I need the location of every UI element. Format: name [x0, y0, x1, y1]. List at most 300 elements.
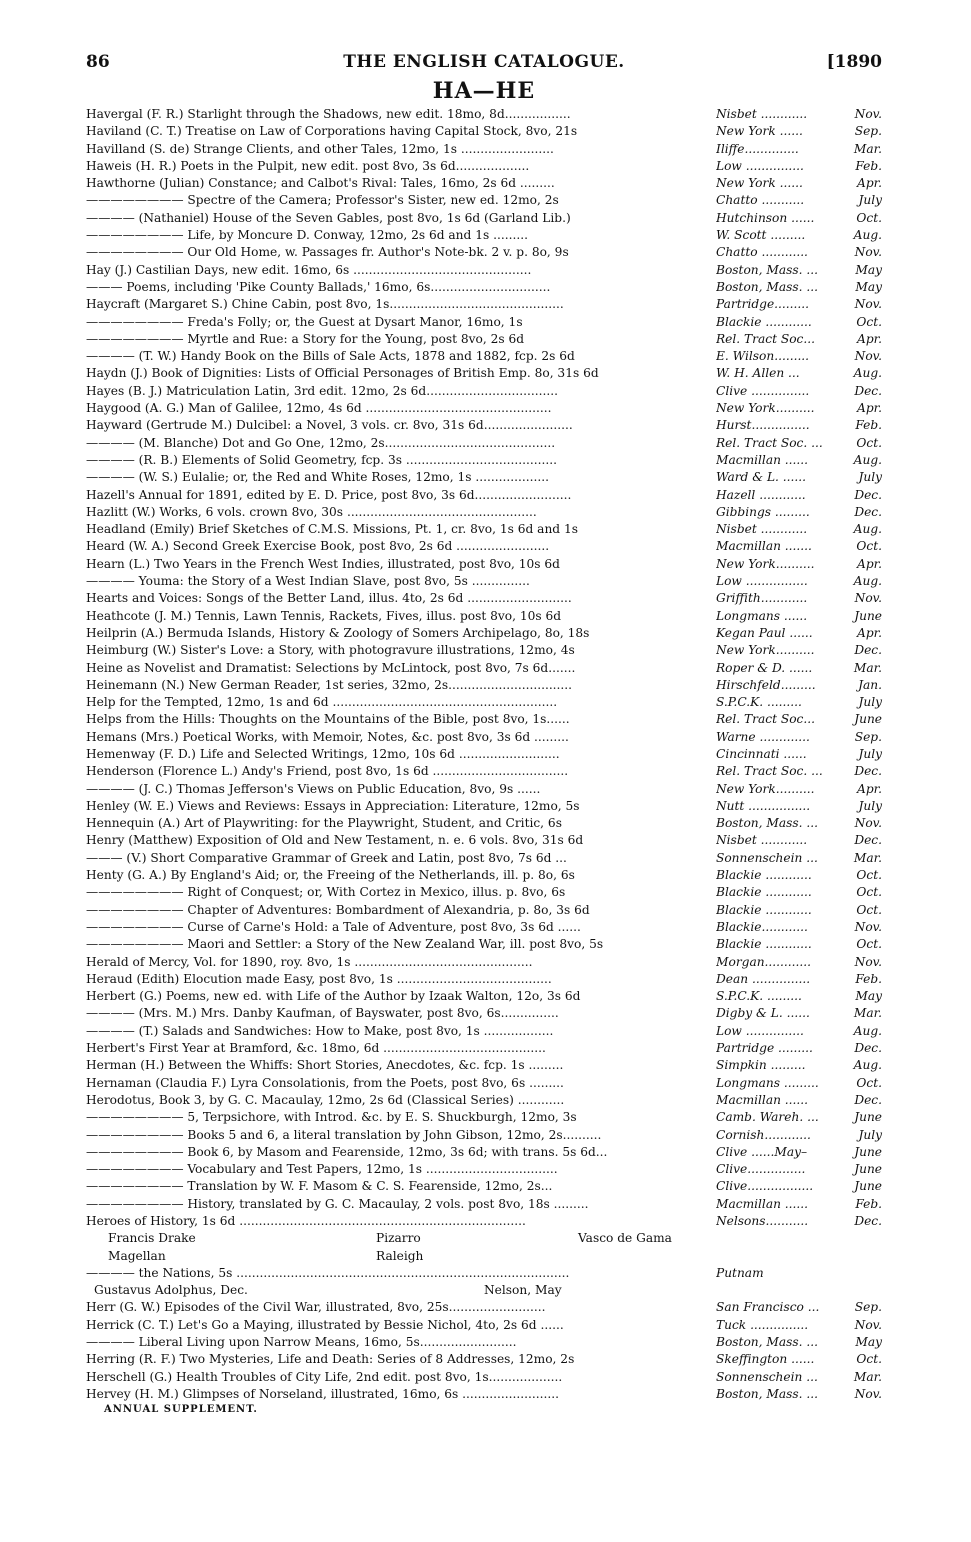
entry-date: Feb. — [855, 971, 882, 986]
entry-date: July — [858, 798, 882, 813]
entry-publisher: S.P.C.K. ......... — [716, 989, 802, 1004]
entry-publisher: Longmans ......... — [716, 1075, 819, 1090]
catalogue-entry — [86, 832, 882, 849]
year-marker: [1890 — [826, 52, 882, 72]
catalogue-entry — [86, 123, 882, 140]
entry-title: Hearts and Voices: Songs of the Better Land, illus. 4to, 2s 6d ........................... — [86, 591, 572, 606]
entry-date: May — [855, 279, 882, 294]
catalogue-entry — [86, 642, 882, 659]
entry-title: ———————— Vocabulary and Test Papers, 12mo, 1s .................................. — [86, 1162, 558, 1177]
entry-title: Heimburg (W.) Sister's Love: a Story, with photogravure illustrations, 12mo, 4s — [86, 643, 575, 658]
catalogue-entry — [86, 781, 882, 798]
entry-publisher: New York.......... — [716, 401, 815, 416]
entry-publisher: Camb. Wareh. ... — [716, 1110, 819, 1125]
entry-date: May — [855, 262, 882, 277]
entry-publisher: Gibbings ......... — [716, 504, 810, 519]
entry-publisher: Clive ............... — [716, 383, 810, 398]
entry-date: Jan. — [858, 677, 882, 692]
entry-date: Aug. — [853, 1023, 882, 1038]
entry-publisher: Clive ......May– — [716, 1144, 808, 1159]
entry-title: Herald of Mercy, Vol. for 1890, roy. 8vo, 1s .............................................. — [86, 954, 533, 969]
series-title: Vasco de Gama — [578, 1231, 672, 1246]
entry-date: Aug. — [853, 574, 882, 589]
entry-title: ———————— History, translated by G. C. Macaulay, 2 vols. post 8vo, 18s ......... — [86, 1196, 589, 1211]
catalogue-entry — [86, 729, 882, 746]
catalogue-title: THE ENGLISH CATALOGUE. — [343, 52, 625, 72]
catalogue-page — [86, 52, 882, 1417]
entry-publisher: Blackie............ — [716, 919, 808, 934]
entry-publisher: Putnam — [716, 1265, 764, 1280]
entry-publisher: Boston, Mass. ... — [716, 279, 819, 294]
entry-title: ———————— Our Old Home, w. Passages fr. Author's Note-bk. 2 v. p. 8o, 9s — [86, 245, 569, 260]
entry-publisher: New York.......... — [716, 781, 815, 796]
entry-title: Hervey (H. M.) Glimpses of Norseland, illustrated, 16mo, 6s ......................... — [86, 1386, 560, 1401]
entry-publisher: New York ...... — [716, 124, 803, 139]
catalogue-entry — [86, 192, 882, 209]
entry-date: Feb. — [855, 158, 882, 173]
entry-date: Oct. — [856, 435, 882, 450]
entry-publisher: S.P.C.K. ......... — [716, 695, 802, 710]
entry-date: Mar. — [853, 660, 882, 675]
entry-publisher: Blackie ............ — [716, 937, 812, 952]
catalogue-entry — [86, 798, 882, 815]
entry-publisher: Low ............... — [716, 158, 804, 173]
catalogue-entry — [86, 746, 882, 763]
entry-publisher: Cincinnati ...... — [716, 746, 807, 761]
catalogue-entry — [86, 625, 882, 642]
catalogue-entry — [86, 1265, 882, 1282]
entry-date: Nov. — [854, 349, 882, 364]
entry-title: ———— Youma: the Story of a West Indian Slave, post 8vo, 5s ............... — [86, 574, 530, 589]
entry-title: Hemenway (F. D.) Life and Selected Writings, 12mo, 10s 6d .......................... — [86, 746, 560, 761]
entry-title: ———— (W. S.) Eulalie; or, the Red and White Roses, 12mo, 1s ................... — [86, 470, 549, 485]
entry-title: Havilland (S. de) Strange Clients, and other Tales, 12mo, 1s ........................ — [86, 141, 554, 156]
catalogue-entry — [86, 1109, 882, 1126]
entry-date: July — [858, 470, 882, 485]
entry-date: Oct. — [856, 937, 882, 952]
entry-title: Herodotus, Book 3, by G. C. Macaulay, 12mo, 2s 6d (Classical Series) ............ — [86, 1092, 565, 1107]
entry-date: June — [854, 1162, 882, 1177]
entry-title: Henley (W. E.) Views and Reviews: Essays in Appreciation: Literature, 12mo, 5s — [86, 798, 580, 813]
catalogue-entry — [86, 1127, 882, 1144]
entry-title: ———————— Curse of Carne's Hold: a Tale of Adventure, post 8vo, 3s 6d ...... — [86, 919, 581, 934]
entry-date: Nov. — [854, 245, 882, 260]
entry-date: Oct. — [856, 868, 882, 883]
catalogue-entry — [86, 1317, 882, 1334]
entry-title: ———————— Chapter of Adventures: Bombardment of Alexandria, p. 8o, 3s 6d — [86, 902, 590, 917]
entry-date: Aug. — [853, 1058, 882, 1073]
entry-publisher: Hirschfeld......... — [716, 677, 816, 692]
entry-date: Mar. — [853, 1006, 882, 1021]
catalogue-entry — [86, 400, 882, 417]
catalogue-entry — [86, 538, 882, 555]
entry-publisher: Morgan............ — [716, 954, 812, 969]
entry-title: Help for the Tempted, 12mo, 1s and 6d .......................................................... — [86, 695, 558, 710]
entry-publisher: Kegan Paul ...... — [716, 625, 813, 640]
entry-title: ———————— Freda's Folly; or, the Guest at Dysart Manor, 16mo, 1s — [86, 314, 523, 329]
page-number: 86 — [86, 52, 110, 72]
catalogue-entry — [86, 158, 882, 175]
entry-date: June — [854, 608, 882, 623]
entry-date: Feb. — [855, 418, 882, 433]
catalogue-entry — [86, 677, 882, 694]
catalogue-entry — [86, 1005, 882, 1022]
entry-publisher: Skeffington ...... — [716, 1352, 815, 1367]
series-publisher: Nelson, May — [484, 1283, 562, 1298]
entry-date: Nov. — [854, 297, 882, 312]
entry-title: ———— (T. W.) Handy Book on the Bills of Sale Acts, 1878 and 1882, fcp. 2s 6d — [86, 349, 575, 364]
entry-title: ———— (Nathaniel) House of the Seven Gables, post 8vo, 1s 6d (Garland Lib.) — [86, 210, 571, 225]
catalogue-entry — [86, 331, 882, 348]
catalogue-entry — [86, 919, 882, 936]
entry-title: Hazlitt (W.) Works, 6 vols. crown 8vo, 30s ................................................. — [86, 504, 537, 519]
catalogue-entry — [86, 850, 882, 867]
entry-date: Nov. — [854, 919, 882, 934]
entry-publisher: W. H. Allen ... — [716, 366, 800, 381]
entry-title: Heard (W. A.) Second Greek Exercise Book, post 8vo, 2s 6d ........................ — [86, 539, 550, 554]
entry-title: Herman (H.) Between the Whiffs: Short Stories, Anecdotes, &c. fcp. 1s ......... — [86, 1058, 564, 1073]
entry-date: Nov. — [854, 816, 882, 831]
entry-title: Herr (G. W.) Episodes of the Civil War, illustrated, 8vo, 25s......................... — [86, 1300, 546, 1315]
catalogue-entry — [86, 417, 882, 434]
entry-publisher: Rel. Tract Soc. ... — [716, 764, 823, 779]
catalogue-entry — [86, 815, 882, 832]
catalogue-entry — [86, 1299, 882, 1316]
catalogue-entry — [86, 954, 882, 971]
entry-date: Mar. — [853, 1369, 882, 1384]
series-title: Gustavus Adolphus, Dec. — [94, 1283, 248, 1298]
entry-title: Hernaman (Claudia F.) Lyra Consolationis, from the Poets, post 8vo, 6s ......... — [86, 1075, 564, 1090]
entry-publisher: New York ...... — [716, 176, 803, 191]
entry-publisher: Dean ............... — [716, 971, 811, 986]
entry-date: Sep. — [854, 729, 882, 744]
entry-publisher: Blackie ............ — [716, 314, 812, 329]
entry-publisher: Macmillan ...... — [716, 1092, 809, 1107]
entry-list — [86, 106, 882, 1230]
entry-date: June — [854, 1110, 882, 1125]
entry-date: Oct. — [856, 314, 882, 329]
entry-publisher: Cornish............ — [716, 1127, 811, 1142]
entry-date: Dec. — [854, 383, 882, 398]
entry-date: Nov. — [854, 954, 882, 969]
heroes-series-row — [86, 1248, 882, 1265]
heroes-series-row — [86, 1230, 882, 1247]
entry-title: ——— Poems, including 'Pike County Ballads,' 16mo, 6s............................... — [86, 279, 551, 294]
entry-date: Oct. — [856, 539, 882, 554]
entry-publisher: Iliffe.............. — [716, 141, 799, 156]
entry-title: ———— (Mrs. M.) Mrs. Danby Kaufman, of Bayswater, post 8vo, 6s............... — [86, 1006, 559, 1021]
catalogue-entry — [86, 988, 882, 1005]
entry-date: Apr. — [857, 401, 882, 416]
entry-title: ———— (R. B.) Elements of Solid Geometry, fcp. 3s ....................................... — [86, 452, 557, 467]
entry-title: Henry (Matthew) Exposition of Old and New Testament, n. e. 6 vols. 8vo, 31s 6d — [86, 833, 584, 848]
entry-title: Haydn (J.) Book of Dignities: Lists of Official Personages of British Emp. 8o, 31s 6d — [86, 366, 599, 381]
entry-title: Haygood (A. G.) Man of Galilee, 12mo, 4s 6d ................................................ — [86, 401, 552, 416]
entry-date: Nov. — [854, 591, 882, 606]
entry-title: ———————— Books 5 and 6, a literal translation by John Gibson, 12mo, 2s.......... — [86, 1127, 602, 1142]
entry-title: Hayward (Gertrude M.) Dulcibel: a Novel, 3 vols. cr. 8vo, 31s 6d....................... — [86, 418, 573, 433]
entry-title: Haviland (C. T.) Treatise on Law of Corporations having Capital Stock, 8vo, 21s — [86, 124, 578, 139]
entry-title: ———————— Life, by Moncure D. Conway, 12mo, 2s 6d and 1s ......... — [86, 228, 528, 243]
entry-date: June — [854, 712, 882, 727]
entry-title: Helps from the Hills: Thoughts on the Mountains of the Bible, post 8vo, 1s...... — [86, 712, 570, 727]
catalogue-entry — [86, 573, 882, 590]
catalogue-entry — [86, 694, 882, 711]
entry-publisher: Digby & L. ...... — [716, 1006, 810, 1021]
entry-title: Headland (Emily) Brief Sketches of C.M.S. Missions, Pt. 1, cr. 8vo, 1s 6d and 1s — [86, 522, 578, 537]
entry-date: Apr. — [857, 625, 882, 640]
catalogue-entry — [86, 452, 882, 469]
entry-title: Hawthorne (Julian) Constance; and Calbot's Rival: Tales, 16mo, 2s 6d ......... — [86, 176, 555, 191]
entry-date: Nov. — [854, 107, 882, 121]
entry-date: Nov. — [854, 1317, 882, 1332]
entry-title: ———————— Myrtle and Rue: a Story for the Young, post 8vo, 2s 6d — [86, 331, 525, 346]
entry-date: Aug. — [853, 452, 882, 467]
entry-date: Dec. — [854, 833, 882, 848]
entry-date: July — [858, 1127, 882, 1142]
entry-publisher: Boston, Mass. ... — [716, 816, 819, 831]
annual-supplement-footnote: ANNUAL SUPPLEMENT. — [104, 1404, 258, 1416]
entry-publisher: Rel. Tract Soc... — [716, 331, 815, 346]
page-header — [86, 52, 882, 78]
entry-publisher: New York.......... — [716, 556, 815, 571]
entry-date: Aug. — [853, 366, 882, 381]
series-title: Magellan — [108, 1248, 166, 1263]
entry-publisher: Chatto ............ — [716, 245, 808, 260]
entry-date: Apr. — [857, 556, 882, 571]
catalogue-entry — [86, 262, 882, 279]
catalogue-entry — [86, 1023, 882, 1040]
catalogue-entry — [86, 210, 882, 227]
entry-title: ———————— Spectre of the Camera; Professor's Sister, new ed. 12mo, 2s — [86, 193, 559, 208]
catalogue-entry — [86, 1057, 882, 1074]
catalogue-entry — [86, 521, 882, 538]
entry-title: Hazell's Annual for 1891, edited by E. D. Price, post 8vo, 3s 6d......................... — [86, 487, 572, 502]
entry-publisher: Macmillan ....... — [716, 539, 812, 554]
entry-date: Oct. — [856, 885, 882, 900]
entry-date: Apr. — [857, 176, 882, 191]
entry-date: Sep. — [854, 1300, 882, 1315]
entry-title: Heilprin (A.) Bermuda Islands, History & Zoology of Somers Archipelago, 8o, 18s — [86, 625, 590, 640]
catalogue-entry — [86, 1144, 882, 1161]
entry-publisher: New York.......... — [716, 643, 815, 658]
catalogue-entry — [86, 1351, 882, 1368]
entry-title: Herring (R. F.) Two Mysteries, Life and Death: Series of 8 Addresses, 12mo, 2s — [86, 1352, 575, 1367]
catalogue-entry — [86, 469, 882, 486]
catalogue-entry — [86, 279, 882, 296]
entry-title: Hayes (B. J.) Matriculation Latin, 3rd edit. 12mo, 2s 6d.................................. — [86, 383, 558, 398]
catalogue-entry — [86, 1178, 882, 1195]
entry-publisher: Clive................. — [716, 1179, 814, 1194]
entry-publisher: Chatto ........... — [716, 193, 805, 208]
catalogue-entry — [86, 884, 882, 901]
entry-title: Haycraft (Margaret S.) Chine Cabin, post 8vo, 1s............................................. — [86, 297, 564, 312]
catalogue-entry — [86, 936, 882, 953]
catalogue-entry — [86, 971, 882, 988]
catalogue-entry — [86, 867, 882, 884]
catalogue-entry — [86, 1386, 882, 1403]
entry-date: July — [858, 193, 882, 208]
entry-publisher: Boston, Mass. ... — [716, 1386, 819, 1401]
entry-title: ———— (T.) Salads and Sandwiches: How to Make, post 8vo, 1s .................. — [86, 1023, 554, 1038]
entry-publisher: Hurst............... — [716, 418, 810, 433]
entry-title: Heinemann (N.) New German Reader, 1st series, 32mo, 2s................................ — [86, 677, 573, 692]
entry-publisher: Warne ............. — [716, 729, 810, 744]
entry-title: Heathcote (J. M.) Tennis, Lawn Tennis, Rackets, Fives, illus. post 8vo, 10s 6d — [86, 608, 562, 623]
entry-publisher: San Francisco ... — [716, 1300, 820, 1315]
entry-date: Dec. — [854, 764, 882, 779]
series-title: Francis Drake — [108, 1231, 196, 1246]
tail-entry-list — [86, 1299, 882, 1403]
entry-publisher: Boston, Mass. ... — [716, 1335, 819, 1350]
entry-date: May — [855, 989, 882, 1004]
catalogue-entry — [86, 902, 882, 919]
entry-publisher: Griffith............ — [716, 591, 808, 606]
entry-title: Hemans (Mrs.) Poetical Works, with Memoir, Notes, &c. post 8vo, 3s 6d ......... — [86, 729, 569, 744]
catalogue-entry — [86, 608, 882, 625]
entry-title: Heroes of History, 1s 6d .......................................................................... — [86, 1214, 526, 1228]
entry-title: ———— Liberal Living upon Narrow Means, 16mo, 5s......................... — [86, 1335, 517, 1350]
catalogue-entry — [86, 244, 882, 261]
entry-title: ———————— Book 6, by Masom and Fearenside, 12mo, 3s 6d; with trans. 5s 6d... — [86, 1144, 608, 1159]
entry-publisher: Low ............... — [716, 1023, 804, 1038]
entry-date: Nov. — [854, 1386, 882, 1401]
catalogue-entry — [86, 1369, 882, 1386]
catalogue-entry — [86, 141, 882, 158]
entry-title: ———— (M. Blanche) Dot and Go One, 12mo, 2s............................................ — [86, 435, 556, 450]
catalogue-entry — [86, 1040, 882, 1057]
entry-date: Dec. — [854, 504, 882, 519]
entry-date: Dec. — [854, 643, 882, 658]
catalogue-entry — [86, 296, 882, 313]
entry-publisher: Nisbet ............ — [716, 522, 808, 537]
entry-title: ———— the Nations, 5s ...................................................................................... — [86, 1265, 570, 1280]
entry-date: July — [858, 746, 882, 761]
entry-title: Heine as Novelist and Dramatist: Selections by McLintock, post 8vo, 7s 6d....... — [86, 660, 576, 675]
entry-date: Dec. — [854, 1041, 882, 1056]
entry-date: June — [854, 1179, 882, 1194]
catalogue-entry — [86, 1334, 882, 1351]
catalogue-entry — [86, 1196, 882, 1213]
entry-title: ———————— Right of Conquest; or, With Cortez in Mexico, illus. p. 8vo, 6s — [86, 885, 566, 900]
entry-title: Herbert (G.) Poems, new ed. with Life of the Author by Izaak Walton, 12o, 3s 6d — [86, 989, 581, 1004]
entry-title: Herbert's First Year at Bramford, &c. 18mo, 6d .......................................... — [86, 1041, 546, 1056]
entry-title: Herschell (G.) Health Troubles of City Life, 2nd edit. post 8vo, 1s................... — [86, 1369, 563, 1384]
entry-publisher: Simpkin ......... — [716, 1058, 806, 1073]
gustavus-row — [86, 1282, 882, 1299]
catalogue-entry — [86, 590, 882, 607]
entry-publisher: Nutt ................ — [716, 798, 811, 813]
entry-publisher: Macmillan ...... — [716, 452, 809, 467]
entry-publisher: Boston, Mass. ... — [716, 262, 819, 277]
catalogue-entry — [86, 487, 882, 504]
entry-date: Oct. — [856, 210, 882, 225]
entry-publisher: Blackie ............ — [716, 868, 812, 883]
entry-publisher: Low ................ — [716, 574, 808, 589]
entry-publisher: Sonnenschein ... — [716, 850, 818, 865]
entry-title: Herrick (C. T.) Let's Go a Maying, illustrated by Bessie Nichol, 4to, 2s 6d ...... — [86, 1317, 564, 1332]
catalogue-entry — [86, 660, 882, 677]
entry-publisher: Partridge......... — [716, 297, 810, 312]
entry-publisher: Ward & L. ...... — [716, 470, 807, 485]
catalogue-entry — [86, 175, 882, 192]
catalogue-entry — [86, 314, 882, 331]
entry-date: Mar. — [853, 850, 882, 865]
series-title: Raleigh — [376, 1248, 424, 1263]
entry-publisher: Hutchinson ...... — [716, 210, 815, 225]
entry-publisher: Partridge ......... — [716, 1041, 813, 1056]
entry-title: ———— (J. C.) Thomas Jefferson's Views on Public Education, 8vo, 9s ...... — [86, 781, 541, 796]
entry-date: Aug. — [853, 228, 882, 243]
catalogue-entry — [86, 1075, 882, 1092]
entry-date: July — [858, 695, 882, 710]
entry-title: Henty (G. A.) By England's Aid; or, the Freeing of the Netherlands, ill. p. 8o, 6s — [86, 868, 575, 883]
entry-date: Dec. — [854, 487, 882, 502]
entry-date: Dec. — [854, 1092, 882, 1107]
entry-date: Mar. — [853, 141, 882, 156]
entry-date: Oct. — [856, 1352, 882, 1367]
entry-date: Oct. — [856, 1075, 882, 1090]
entry-title: ———————— Maori and Settler: a Story of the New Zealand War, ill. post 8vo, 5s — [86, 937, 604, 952]
catalogue-entry — [86, 1092, 882, 1109]
entry-date: Sep. — [854, 124, 882, 139]
entry-publisher: E. Wilson......... — [716, 349, 810, 364]
catalogue-entry — [86, 383, 882, 400]
entry-publisher: Longmans ...... — [716, 608, 808, 623]
section-heading: HA—HE — [432, 78, 536, 104]
entry-publisher: Macmillan ...... — [716, 1196, 809, 1211]
entry-publisher: Nisbet ............ — [716, 107, 808, 121]
entry-publisher: Blackie ............ — [716, 902, 812, 917]
entry-publisher: Nelsons........... — [716, 1214, 809, 1228]
catalogue-entry — [86, 348, 882, 365]
entry-date: Apr. — [857, 331, 882, 346]
entry-publisher: Hazell ............ — [716, 487, 806, 502]
entry-title: Heraud (Edith) Elocution made Easy, post 8vo, 1s ........................................ — [86, 971, 552, 986]
entry-title: ——— (V.) Short Comparative Grammar of Greek and Latin, post 8vo, 7s 6d ... — [86, 850, 567, 865]
entry-publisher: Rel. Tract Soc... — [716, 712, 815, 727]
entry-publisher: Tuck ............... — [716, 1317, 809, 1332]
entry-title: Hay (J.) Castilian Days, new edit. 16mo, 6s .............................................. — [86, 262, 532, 277]
catalogue-entry — [86, 1161, 882, 1178]
entry-publisher: Sonnenschein ... — [716, 1369, 818, 1384]
catalogue-entry — [86, 504, 882, 521]
entry-title: Haweis (H. R.) Poets in the Pulpit, new edit. post 8vo, 3s 6d................... — [86, 158, 530, 173]
entry-publisher: Clive............... — [716, 1162, 806, 1177]
entry-date: Oct. — [856, 902, 882, 917]
series-title: Pizarro — [376, 1231, 421, 1246]
catalogue-entry — [86, 763, 882, 780]
entry-date: June — [854, 1144, 882, 1159]
catalogue-entry — [86, 365, 882, 382]
entry-title: ———————— Translation by W. F. Masom & C. S. Fearenside, 12mo, 2s... — [86, 1179, 553, 1194]
entry-title: ———————— 5, Terpsichore, with Introd. &c. by E. S. Shuckburgh, 12mo, 3s — [86, 1110, 577, 1125]
entry-title: Havergal (F. R.) Starlight through the Shadows, new edit. 18mo, 8d................. — [86, 107, 571, 121]
entry-publisher: Blackie ............ — [716, 885, 812, 900]
catalogue-entry — [86, 1213, 882, 1230]
entry-date: May — [855, 1335, 882, 1350]
catalogue-entry — [86, 106, 882, 123]
entry-publisher: W. Scott ......... — [716, 228, 806, 243]
entry-date: Aug. — [853, 522, 882, 537]
entry-publisher: Roper & D. ...... — [716, 660, 813, 675]
catalogue-entry — [86, 556, 882, 573]
entry-publisher: Nisbet ............ — [716, 833, 808, 848]
entry-date: Apr. — [857, 781, 882, 796]
catalogue-entry — [86, 435, 882, 452]
catalogue-entry — [86, 711, 882, 728]
catalogue-entry — [86, 227, 882, 244]
